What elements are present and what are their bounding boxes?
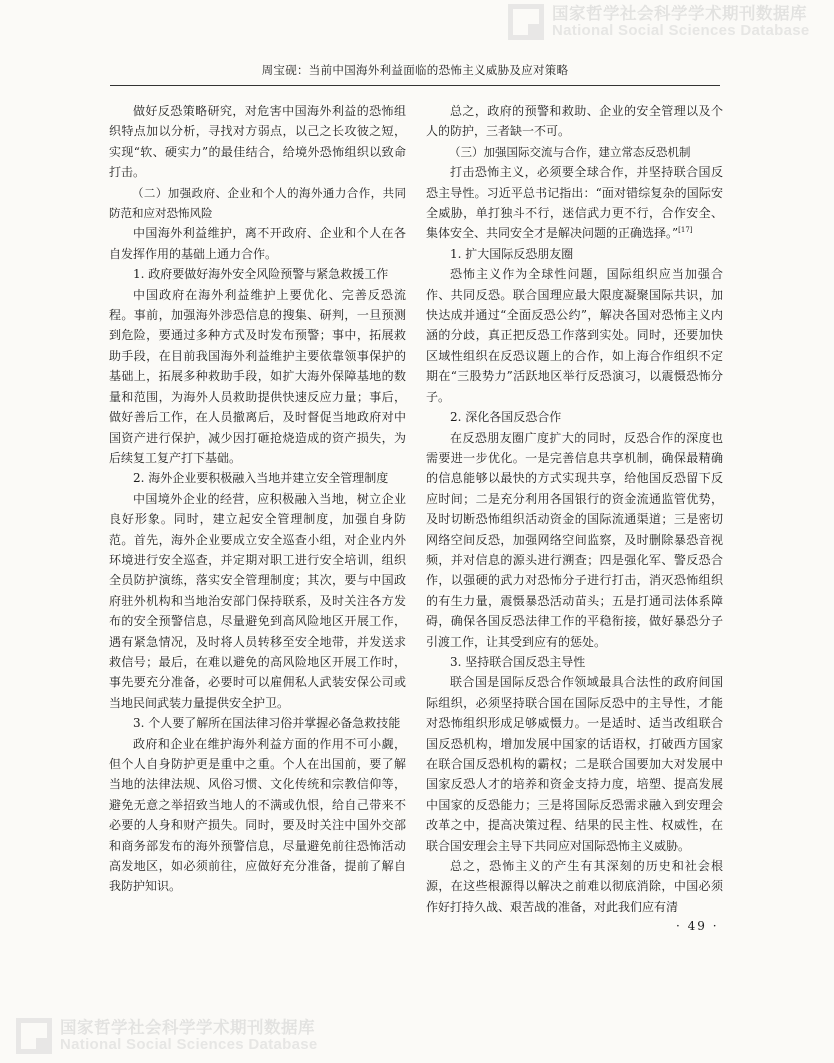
subsection-heading: 2. 海外企业要积极融入当地并建立安全管理制度 <box>133 471 389 486</box>
citation-ref[interactable]: [17] <box>678 226 693 235</box>
running-header: 周宝砚：当前中国海外利益面临的恐怖主义威胁及应对策略 <box>110 62 720 86</box>
paragraph: 恐怖主义作为全球性问题，国际组织应当加强合作、共同反恐。联合国理应最大限度凝聚国际共识，加快达成并通过“全面反恐公约”，解决各国对恐怖主义内涵的分歧，真正把反恐工作落到实处。同时，还要加快区域性组织在反恐议题上的合作，如上海合作组织不定期在“三股势力”活跃地区举行反恐演习，以震慑恐怖分子。 <box>426 267 723 404</box>
watermark-top <box>508 4 810 40</box>
section-heading: （三）加强国际交流与合作，建立常态反恐机制 <box>449 144 691 159</box>
section-heading: （二）加强政府、企业和个人的海外通力合作，共同防范和应对恐怖风险 <box>109 185 406 221</box>
subsection-heading: 3. 个人要了解所在国法律习俗并掌握必备急救技能 <box>133 716 401 731</box>
subsection-heading: 2. 深化各国反恐合作 <box>450 410 562 425</box>
subsection-heading: 3. 坚持联合国反恐主导性 <box>450 654 586 669</box>
left-column <box>109 101 406 897</box>
subsection-heading: 1. 政府要做好海外安全风险预警与紧急救援工作 <box>133 267 389 282</box>
paragraph: 总之，政府的预警和救助、企业的安全管理以及个人的防护，三者缺一不可。 <box>426 104 723 139</box>
watermark-cn: 国家哲学社会科学学术期刊数据库 <box>552 4 807 24</box>
paragraph: 中国政府在海外利益维护上要优化、完善反恐流程。事前，加强海外涉恐信息的搜集、研判，一旦预测到危险，要通过多种方式及时发布预警；事中，拓展救助手段，在目前我国海外利益维护主要依靠领事保护的基础上，拓展多种救助手段，如扩大海外保障基地的数量和范围，为海外人员救助提供快速反应力量；事后，做好善后工作，在人员撤离后，及时督促当地政府对中国资产进行保护，减少因打砸抢烧造成的资产损失，为后续复工复产打下基础。 <box>109 287 406 465</box>
paragraph: 中国海外利益维护，离不开政府、企业和个人在各自发挥作用的基础上通力合作。 <box>109 226 406 261</box>
watermark-bottom <box>16 1018 318 1054</box>
watermark-en: National Social Sciences Database <box>60 1035 318 1053</box>
database-logo-icon <box>508 4 544 40</box>
paragraph: 总之，恐怖主义的产生有其深刻的历史和社会根源，在这些根源得以解决之前难以彻底消除，中国必须作好打持久战、艰苦战的准备，对此我们应有清 <box>426 859 723 914</box>
database-logo-icon <box>16 1018 52 1054</box>
paragraph-with-citation <box>426 162 723 244</box>
subsection-heading: 1. 扩大国际反恐朋友圈 <box>450 246 574 261</box>
paragraph: 政府和企业在维护海外利益方面的作用不可小觑，但个人自身防护更是重中之重。个人在出国前，要了解当地的法律法规、风俗习惯、文化传统和宗教信仰等，避免无意之举招致当地人的不满或仇恨，给自己带来不必要的人身和财产损失。同时，要及时关注中国外交部和商务部发布的海外预警信息，尽量避免前往恐怖活动高发地区，如必须前往，应做好充分准备，提前了解自我防护知识。 <box>109 736 406 894</box>
paragraph: 在反恐朋友圈广度扩大的同时，反恐合作的深度也需要进一步优化。一是完善信息共享机制，确保最精确的信息能够以最快的方式实现共享，给他国反恐留下反应时间；二是充分利用各国银行的资金流通监管优势，及时切断恐怖组织活动资金的国际流通渠道；三是密切网络空间反恐，加强网络空间监察，及时删除暴恐音视频，并对信息的源头进行溯查；四是强化军、警反恐合作，以强硬的武力对恐怖分子进行打击，消灭恐怖组织的有生力量，震慑暴恐活动苗头；五是打通司法体系障碍，确保各国反恐法律工作的平稳衔接，做好暴恐分子引渡工作，让其受到应有的惩处。 <box>426 430 723 649</box>
right-column <box>426 101 723 917</box>
watermark-en: National Social Sciences Database <box>552 21 810 39</box>
paragraph: 联合国是国际反恐合作领域最具合法性的政府间国际组织，必须坚持联合国在国际反恐中的主导性，才能对恐怖组织形成足够威慑力。一是适时、适当改组联合国反恐机构，增加发展中国家的话语权，打破西方国家在联合国反恐机构的霸权；二是联合国要加大对发展中国家反恐人才的培养和资金支持力度，培塑、提高发展中国家的反恐能力；三是将国际反恐需求融入到安理会改革之中，提高决策过程、结果的民主性、权威性，在联合国安理会主导下共同应对国际恐怖主义威胁。 <box>426 675 723 853</box>
paragraph: 中国境外企业的经营，应积极融入当地，树立企业良好形象。同时，建立起安全管理制度，加强自身防范。首先，海外企业要成立安全巡查小组，对企业内外环境进行安全巡查，并定期对职工进行安全培训，组织全员防护演练，落实安全管理制度；其次，要与中国政府驻外机构和当地治安部门保持联系，及时关注各方发布的安全预警信息，尽量避免到高风险地区开展工作，遇有紧急情况，及时将人员转移至安全地带，并发送求救信号；最后，在难以避免的高风险地区开展工作时，事先要充分准备，必要时可以雇佣私人武装安保公司或当地民间武装力量提供安全护卫。 <box>109 491 406 710</box>
watermark-cn: 国家哲学社会科学学术期刊数据库 <box>60 1018 315 1038</box>
page-number: · 49 · <box>676 919 719 933</box>
paragraph-text: 打击恐怖主义，必须要全球合作，并坚持联合国反恐主导性。习近平总书记指出：“面对错综复杂的国际安全威胁，单打独斗不行，迷信武力更不行，合作安全、集体安全、共同安全才是解决问题的正确选择。” <box>426 165 723 241</box>
paragraph: 做好反恐策略研究，对危害中国海外利益的恐怖组织特点加以分析，寻找对方弱点，以己之长攻彼之短，实现“软、硬实力”的最佳结合，给境外恐怖组织以致命打击。 <box>109 104 406 180</box>
